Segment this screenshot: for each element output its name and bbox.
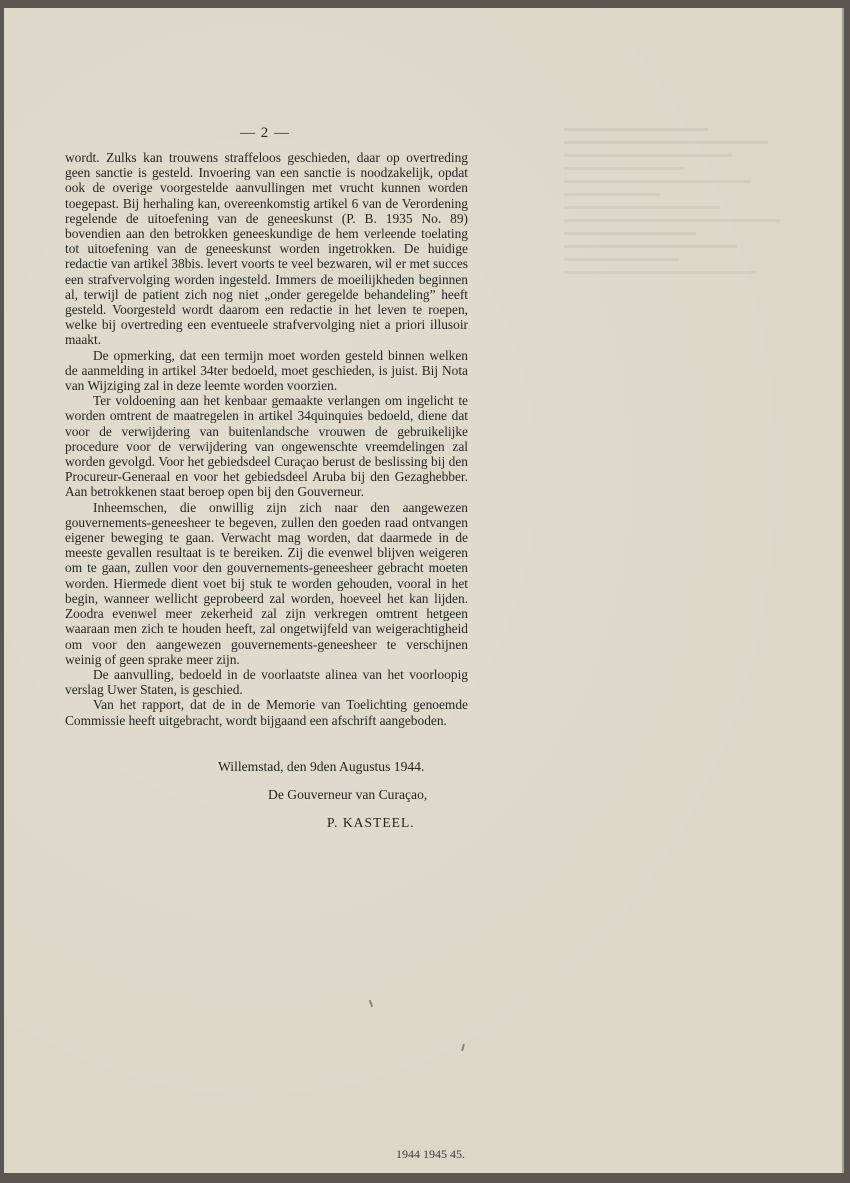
paragraph-5: De aanvulling, bedoeld in de voorlaatste alinea van het voorloopig verslag Uwer Staten, is geschied.	[65, 666, 468, 698]
bleed-through-text	[564, 118, 804, 418]
place-date: Willemstad, den 9den Augustus 1944.	[218, 759, 425, 774]
page-number: — 2 —	[240, 125, 290, 141]
signatory-name: P. KASTEEL.	[327, 815, 415, 830]
paragraph-3: Ter voldoening aan het kenbaar gemaakte verlangen om ingelicht te worden omtrent de maatregelen in artikel 34quinquies bedoeld, diene dat voor de verwijdering van buitenlandsche vrouwen de gebruikelijke procedure voor de verwijdering van ongewenschte vreemdelingen zal worden gevolgd. Voor het gebiedsdeel Curaçao berust de beslissing bij den Procureur-Generaal en voor het gebiedsdeel Aruba bij den Gezaghebber. Aan betrokkenen staat beroep open bij den Gouverneur.	[65, 393, 468, 500]
body-text	[65, 150, 468, 728]
archive-stamp: 1944 1945 45.	[396, 1147, 465, 1161]
pencil-mark	[369, 1000, 373, 1007]
paragraph-2: De opmerking, dat een termijn moet worden gesteld binnen welken de aanmelding in artikel 34ter bedoeld, moet geschieden, is juist. Bij Nota van Wijziging zal in deze leemte worden voorzien.	[65, 347, 468, 394]
paragraph-4: Inheemschen, die onwillig zijn zich naar den aangewezen gouvernements-geneesheer te begeven, zullen den goeden raad ontvangen eigener beweging te gaan. Verwacht mag worden, dat daarmede in de meeste gevallen resultaat is te bereiken. Zij die evenwel blijven weigeren om te gaan, zullen voor den gouvernements-geneesheer gebracht moeten worden. Hiermede dient voet bij stuk te worden gehouden, vooral in het begin, wanneer wellicht geprobeerd zal worden, hoeveel het kan lijden. Zoodra evenwel meer zekerheid zal zijn verkregen omtrent hetgeen waaraan men zich te houden heeft, zal ongetwijfeld van weigerachtigheid om voor den aangewezen gouvernements-geneesheer te verschijnen weinig of geen sprake meer zijn.	[65, 499, 468, 667]
paragraph-1: wordt. Zulks kan trouwens straffeloos geschieden, daar op overtreding geen sanctie is gesteld. Invoering van een sanctie is noodzakelijk, opdat ook de overige voorgestelde aanvullingen met vrucht kunnen worden toegepast. Bij herhaling kan, overeenkomstig artikel 6 van de Verordening regelende de uitoefening van de geneeskunst (P. B. 1935 No. 89) bovendien aan den betrokken geneeskundige de hem verleende toelating tot uitoefening van de geneeskunst worden ingetrokken. De huidige redactie van artikel 38bis. levert voorts te veel bezwaren, wil er met succes een strafvervolging worden ingesteld. Immers de moeilijkheden beginnen al, terwijl de patient zich nog niet „onder geregelde behandeling” heeft gesteld. Voorgesteld wordt daarom een redactie in het leven te roepen, welke bij overtreding een eventueele strafvervolging niet a priori illusoir maakt.	[65, 150, 468, 348]
paragraph-6: Van het rapport, dat de in de Memorie van Toelichting genoemde Commissie heeft uitgebracht, wordt bijgaand een afschrift aangeboden.	[65, 697, 468, 728]
pencil-mark	[461, 1044, 465, 1051]
signatory-office: De Gouverneur van Curaçao,	[268, 787, 428, 802]
document-page	[4, 8, 844, 1173]
